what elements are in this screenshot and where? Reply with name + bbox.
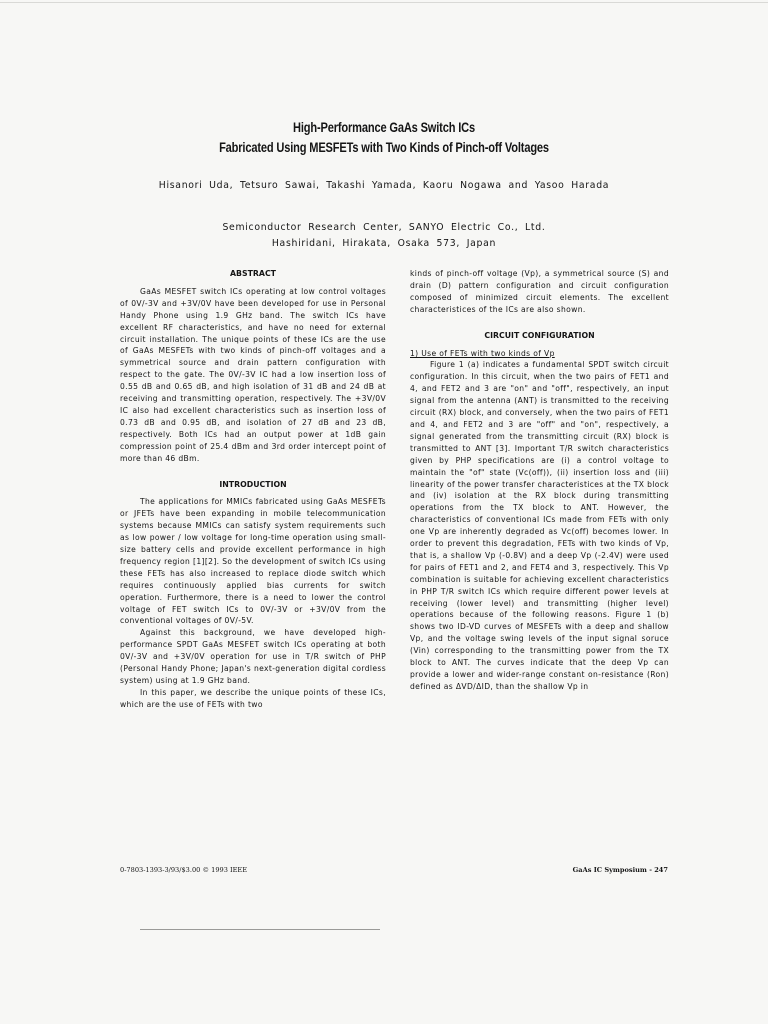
text-line: lower. In order to prevent this degradation, [410, 527, 669, 549]
text-line: conventional ICs made from FETs with only one Vp [410, 515, 669, 537]
scan-bottom-line [140, 929, 380, 930]
text-line: when the two pairs of FET1 and 4, and FET2 and 3 [410, 372, 670, 394]
text-line: ICs are the use of GaAs MESFETs with two kinds [120, 334, 386, 356]
text-line: Figure 1 (a) indicates a fundamental SPDT [430, 360, 610, 370]
text-line: system) using at 1.9 GHz band. [120, 676, 251, 685]
title-line-2: Fabricated Using MESFETs with Two Kinds of Pinch-off Voltages [219, 140, 549, 156]
text-line: currents for switch operation. Furthermore, [120, 580, 387, 602]
text-line: signal from the antenna (ANT) is transmitted to [410, 396, 611, 406]
text-line: [1][2]. So the development of switch ICs using [193, 556, 386, 566]
text-line: two ID-VD curves of MESFETs with a deep and [438, 622, 635, 632]
right-column [410, 268, 669, 693]
introduction-paragraph-2 [120, 627, 386, 687]
text-line: (Ron) defined as ΔVD/ΔID, than the shallow Vp in [410, 670, 670, 691]
subsection-title: 1) Use of FETs with two kinds of Vp [410, 348, 555, 358]
text-line: dB and 24 dB at receiving and transmitting [120, 382, 387, 404]
text-line: and circuit configuration composed of minimized [410, 280, 670, 302]
title-line-1: High-Performance GaAs Switch ICs [293, 120, 475, 136]
text-line: are "on" and "off", respectively, an input [493, 384, 670, 394]
left-column [120, 268, 386, 711]
text-line: FETs with two kinds of Vp, that is, a shallow [410, 539, 670, 560]
circuit-configuration-heading: CIRCUIT CONFIGURATION [484, 330, 595, 340]
text-line: mobile telecommunication systems because MMICs [120, 509, 387, 531]
text-line: developed for use in Personal Handy Phone using [120, 298, 386, 320]
text-line: and 23 dB, respectively. Both ICs had an output [120, 417, 386, 439]
text-line: Phone; Japan's next-generation digital cordless [190, 664, 387, 674]
text-line: GaAs MESFET switch ICs operating at low [140, 286, 316, 296]
author-list: Hisanori Uda, Tetsuro Sawai, Takashi Yamada, Kaoru Nogawa and Yasoo Harada [158, 180, 610, 191]
text-line: of pinch-off voltages and a symmetrical source [120, 346, 386, 368]
text-line: switch which requires continuously applied bias [120, 568, 386, 590]
text-line: can satisfy system requirements such as [120, 521, 386, 543]
text-line: levels at receiving (lower level) and [410, 586, 670, 608]
text-line: these FETs has also increased to replace diode [120, 568, 327, 578]
text-line: curves indicate that the deep Vp can provide a [410, 658, 669, 679]
text-line: transmitting (higher level) operations because [410, 598, 669, 620]
copyright-footer: 0-7803-1393-3/93/$3.00 © 1993 IEEE [120, 866, 248, 874]
text-line: excellent performance in high frequency region [120, 545, 386, 566]
affiliation-line-2: Hashiridani, Hirakata, Osaka 573, Japan [271, 237, 497, 249]
text-line: GaAs MESFETs or JFETs have been expanding in [120, 497, 386, 519]
text-line: T/R switch characteristics given by PHP [410, 443, 670, 465]
text-line: In this paper, we describe the unique points [140, 687, 329, 697]
text-line: (iv) isolation at the RX block during [433, 491, 611, 501]
text-line: the gate. The 0V/-3V IC had a low insertion loss [166, 370, 375, 380]
text-line: of 0.73 dB and 0.95 dB, and isolation of 27 dB [120, 405, 386, 427]
text-line: the receiving circuit (RX) block, and [410, 396, 669, 418]
text-line: there is a need to lower the control voltage of [120, 592, 386, 614]
text-line: The applications for MMICs fabricated using [140, 497, 324, 507]
text-line: input signal soruce (Vin) corresponding to the [410, 634, 670, 656]
text-line: kinds of pinch-off voltage (Vp), a symmetrical [410, 269, 605, 278]
text-line: control voltages of 0V/-3V and +3V/0V have been [120, 286, 386, 308]
text-line: Against this background, we have developed [140, 628, 357, 638]
text-line: for use in T/R switch of PHP (Personal Handy [120, 652, 387, 674]
introduction-paragraph-3 [120, 687, 386, 711]
text-line: dBm. [178, 453, 200, 463]
text-line: of 0.55 dB and 0.65 dB, and high isolation of 31 [120, 370, 387, 392]
introduction-heading: INTRODUCTION [219, 479, 287, 489]
text-line: of these ICs, which are the use of FETs with two [120, 687, 386, 709]
text-line: loss and (iii) linearity of the power transfer [410, 467, 670, 489]
abstract-text [120, 286, 386, 465]
text-line: shallow Vp, and the voltage swing levels of the [410, 622, 669, 644]
text-line: are inherently degraded as Vc(off) becomes [443, 527, 630, 537]
text-line: circuit elements. The excellent characteristices [410, 292, 670, 314]
text-line: Vp (-0.8V) and a deep Vp (-2.4V) were used for [410, 550, 669, 572]
text-line: and FET2 and 3 are "off" and "on", respectively, [443, 419, 660, 429]
text-line: circuit installation. The unique points of these [120, 334, 317, 344]
text-line: characteristics, and have no need for external [178, 322, 387, 332]
text-line: power at 1dB gain compression point of 25.4 dBm [120, 429, 386, 451]
paper-title [84, 118, 683, 158]
circuit-paragraph [410, 359, 669, 692]
text-line: of the following reasons. Figure 1 (b) shows [410, 610, 670, 632]
affiliation-line-1: Semiconductor Research Center, SANYO Electric Co., Ltd. [222, 222, 546, 233]
text-line: transmitting power from the TX block to ANT. The [410, 646, 670, 668]
subsection-heading [410, 348, 669, 360]
text-line: using small-size battery cells and provide [120, 533, 387, 555]
text-line: ANT. However, the characteristics of [410, 503, 669, 525]
abstract-heading: ABSTRACT [230, 269, 276, 278]
text-line: FET switch ICs to 0V/-3V or +3V/0V from the [171, 604, 387, 614]
introduction-paragraph-1 [120, 496, 386, 627]
text-line: pairs of FET1 and 2, and FET4 and 3, [424, 562, 581, 572]
text-line: a signal generated from the transmitting circuit [410, 419, 670, 441]
text-line: of the ICs are also shown. [478, 304, 586, 314]
text-line: operation, respectively. The +3V/0V IC also had [120, 394, 387, 415]
text-line: and drain pattern configuration with respect to [120, 358, 386, 380]
text-line: lower and wider-range constant on-resistance [452, 670, 644, 679]
text-line: switch circuit configuration. In this circuit, [410, 360, 670, 382]
text-line: transmitting operations from the TX block to [410, 491, 670, 513]
text-line: respectively. This Vp combination is suitable [410, 562, 670, 584]
text-line: low power / low voltage for long-time operation [132, 533, 333, 543]
text-line: conventional voltages of 0V/-5V. [120, 616, 254, 626]
text-line: for achieving excellent characteristics in PHP [410, 574, 670, 596]
text-line: specifications are (i) a control voltage to [478, 455, 670, 465]
introduction-continuation [410, 268, 669, 316]
page-footer: GaAs IC Symposium - 247 [572, 866, 668, 874]
text-line: (RX) block is transmitted to ANT [3]. Important [410, 431, 669, 453]
text-line: conversely, when the two pairs of FET1 and 4, [410, 408, 670, 429]
text-line: excellent characteristics such as insertion loss [173, 405, 374, 415]
text-line: 1.9 GHz band. The switch ICs have excellent RF [120, 310, 386, 332]
text-line: maintain the "of" state (Vc(off)), (ii) insertion [410, 467, 610, 477]
text-line: T/R switch ICs which require different power [440, 586, 630, 596]
text-line: characteristices at the TX block and [410, 479, 669, 501]
scan-edge-line [0, 2, 768, 3]
text-line: source (S) and drain (D) pattern configuration [410, 269, 669, 290]
affiliation [0, 220, 768, 251]
text-line: operating at both 0V/-3V and +3V/0V operation [120, 640, 387, 662]
text-line: and 3rd order intercept point of more than 46 [120, 441, 386, 463]
text-line: high-performance SPDT GaAs MESFET switch ICs [120, 628, 386, 650]
